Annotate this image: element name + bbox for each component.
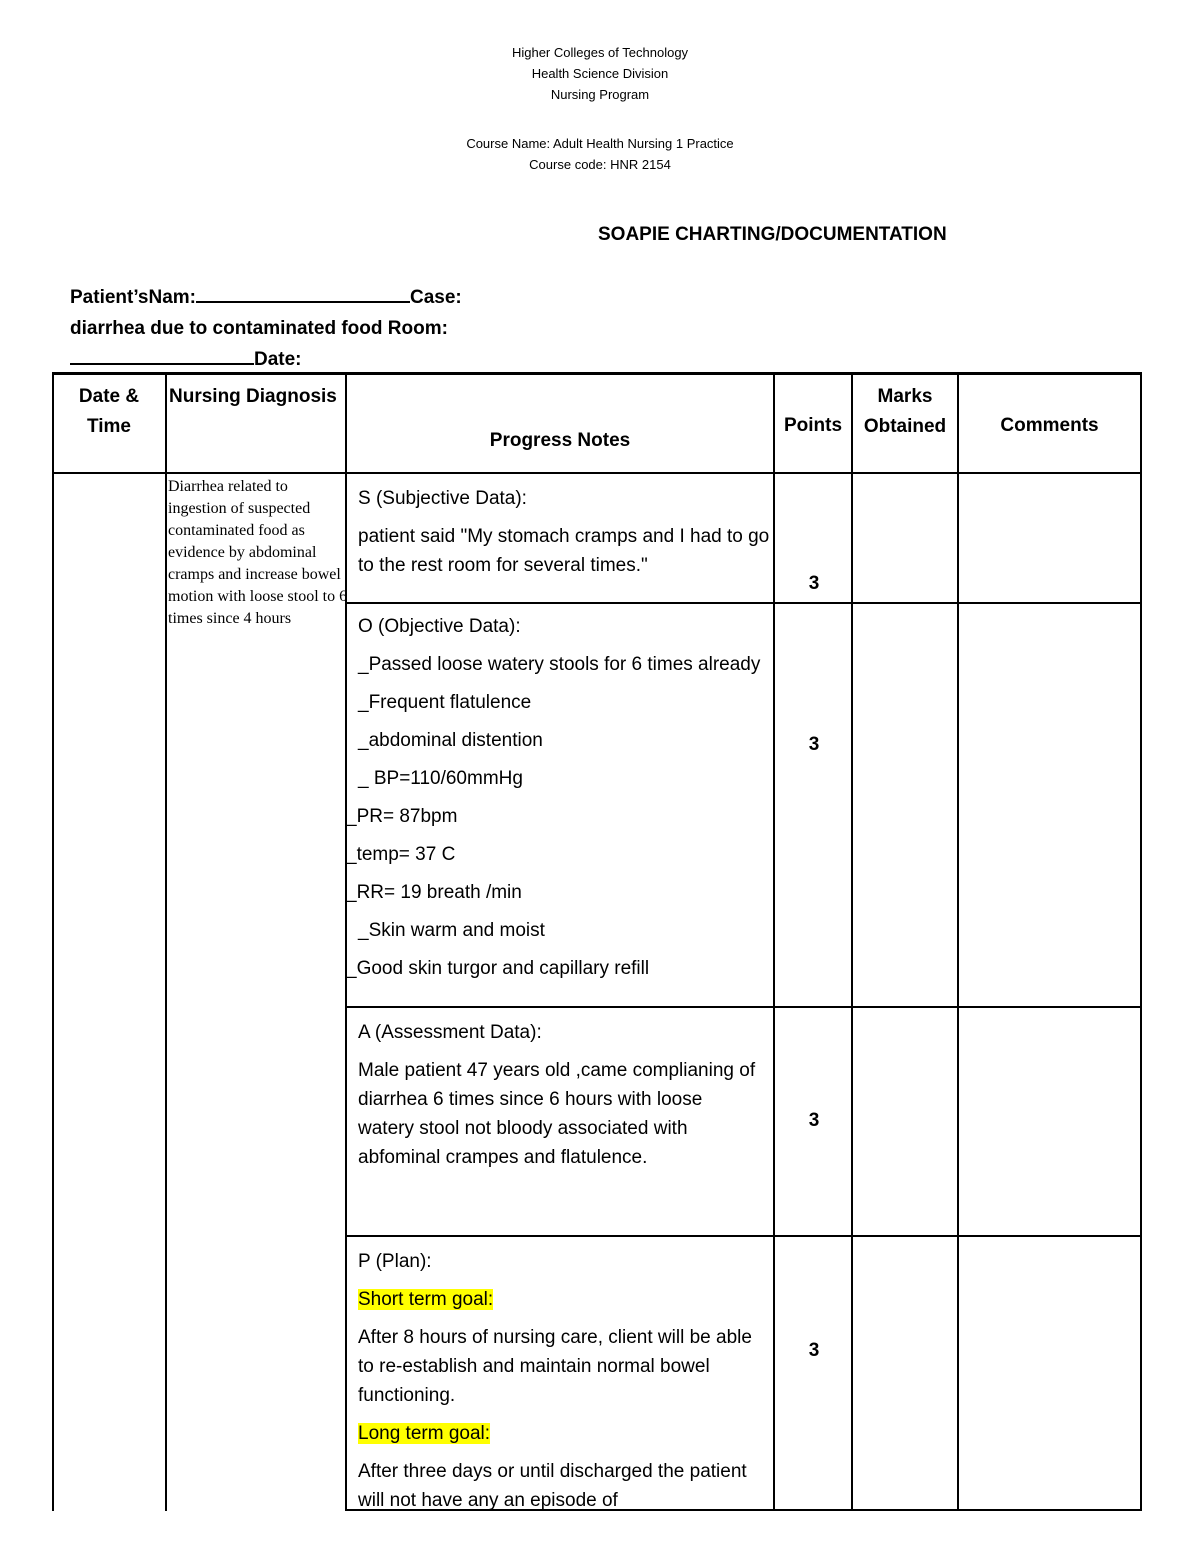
objective-item: _PR= 87bpm <box>346 806 458 827</box>
long-term-goal-text: After three days or until discharged the patient will not have any an episode of <box>358 1461 747 1511</box>
header-date-time: Date & Time <box>78 386 140 437</box>
institution-name: Higher Colleges of Technology <box>511 45 689 60</box>
row-divider-a <box>346 1235 1142 1237</box>
table-top-border <box>52 372 1142 375</box>
objective-item: _Passed loose watery stools for 6 times already <box>358 654 761 675</box>
col-line-left <box>52 372 54 1511</box>
subjective-points: 3 <box>808 573 820 594</box>
room-blank <box>70 345 254 365</box>
program-name: Nursing Program <box>550 87 650 102</box>
case-label: Case: <box>410 287 462 308</box>
course-code: Course code: HNR 2154 <box>529 157 671 172</box>
header-marks-line2: Obtained <box>863 416 947 437</box>
objective-item: _RR= 19 breath /min <box>346 882 522 903</box>
header-comments: Comments <box>1000 415 1099 436</box>
patient-name-label: Patient’sNam: <box>70 287 196 308</box>
objective-item: _abdominal distention <box>358 730 543 751</box>
division-name: Health Science Division <box>531 66 669 81</box>
objective-item: _Good skin turgor and capillary refill <box>346 958 650 979</box>
col-line-right <box>1140 372 1142 1511</box>
objective-heading: O (Objective Data): <box>358 616 521 637</box>
objective-section <box>346 612 773 992</box>
short-term-goal-label: Short term goal: <box>358 1289 494 1310</box>
objective-points: 3 <box>808 734 820 755</box>
objective-item: _ BP=110/60mmHg <box>358 768 523 789</box>
long-term-goal-label: Long term goal: <box>358 1423 491 1444</box>
header-marks-line1: Marks <box>877 386 933 407</box>
case-value: diarrhea due to contaminated food <box>70 318 383 339</box>
objective-item: _temp= 37 C <box>346 844 456 865</box>
assessment-points: 3 <box>808 1110 820 1131</box>
nursing-diagnosis-text: Diarrhea related to ingestion of suspected contaminated food as evidence by abdominal cramps and increase bowel motion with loose stool to 6 times since 4 hours <box>168 478 348 627</box>
row-divider-o <box>346 1006 1142 1008</box>
date-label: Date: <box>254 349 302 370</box>
page-title: SOAPIE CHARTING/DOCUMENTATION <box>598 224 947 245</box>
course-info <box>0 133 1200 175</box>
assessment-text: Male patient 47 years old ,came complianing of diarrhea 6 times since 6 hours with loose watery stool not bloody associated with abfominal crampes and flatulence. <box>358 1060 756 1168</box>
header-row-border <box>52 472 1142 474</box>
row-divider-s <box>346 602 1142 604</box>
plan-points: 3 <box>808 1340 820 1361</box>
room-label: Room: <box>387 318 448 339</box>
header-marks-obtained <box>853 382 957 442</box>
plan-heading: P (Plan): <box>358 1251 432 1272</box>
objective-item: _Skin warm and moist <box>358 920 545 941</box>
short-term-goal-text: After 8 hours of nursing care, client will be able to re-establish and maintain normal bowel functioning. <box>358 1327 752 1406</box>
patient-info <box>70 282 550 375</box>
course-name: Course Name: Adult Health Nursing 1 Practice <box>466 136 734 151</box>
header-points: Points <box>783 415 843 436</box>
patient-name-blank <box>196 283 410 303</box>
plan-section <box>358 1247 770 1524</box>
subjective-heading: S (Subjective Data): <box>358 488 527 509</box>
subjective-section <box>358 484 773 589</box>
assessment-heading: A (Assessment Data): <box>358 1022 542 1043</box>
col-line-marks <box>957 372 959 1511</box>
objective-item: _Frequent flatulence <box>358 692 532 713</box>
document-header <box>0 42 1200 105</box>
assessment-section <box>358 1018 763 1181</box>
col-line-date <box>165 372 167 1511</box>
header-progress-notes: Progress Notes <box>489 430 631 451</box>
subjective-text: patient said "My stomach cramps and I had to go to the rest room for several times." <box>358 526 770 576</box>
header-nursing-diagnosis: Nursing Diagnosis <box>169 386 337 407</box>
